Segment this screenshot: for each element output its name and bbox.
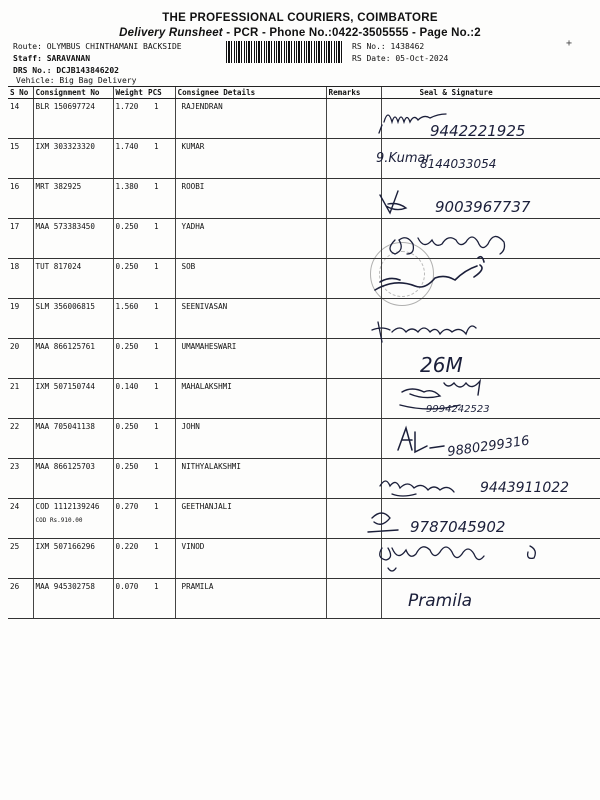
consignment-cell (33, 459, 113, 499)
pcs-cell (146, 299, 175, 339)
signature-cell (381, 179, 600, 219)
consignee-text: UMAMAHESWARI (181, 342, 237, 351)
remarks-cell (326, 179, 381, 219)
pcs-cell (146, 539, 175, 579)
pcs-cell (146, 579, 175, 619)
sno-cell (8, 99, 33, 139)
consignment-cell (33, 139, 113, 179)
signature-cell (381, 499, 600, 539)
pcs-text: 1 (154, 302, 159, 311)
consignment-cell (33, 379, 113, 419)
barcode (226, 41, 344, 63)
pcs-cell (146, 419, 175, 459)
phone-row-22: 9880299316 (446, 433, 531, 460)
weight-text: 0.250 (115, 462, 139, 471)
remarks-cell (326, 419, 381, 459)
remarks-cell (326, 219, 381, 259)
remarks-cell (326, 339, 381, 379)
col-seal-signature: Seal & Signature (381, 87, 600, 99)
sno-text: 20 (10, 342, 20, 351)
table-row (8, 99, 600, 139)
consignment-cell (33, 259, 113, 299)
pcs-text: 1 (154, 102, 159, 111)
col-pcs: PCS (146, 87, 175, 99)
consignee-text: SOB (181, 262, 196, 271)
table-row (8, 419, 600, 459)
consignee-text: GEETHANJALI (181, 502, 232, 511)
consignee-cell (175, 419, 326, 459)
signature-cell (381, 579, 600, 619)
table-header-row (8, 87, 600, 99)
consignee-text: MAHALAKSHMI (181, 382, 232, 391)
weight-cell (113, 419, 146, 459)
consignment-text: MAA 573383450 (35, 222, 95, 231)
weight-text: 1.380 (115, 182, 139, 191)
table-row (8, 339, 600, 379)
consignment-text: IXM 507150744 (35, 382, 95, 391)
pcs-cell (146, 499, 175, 539)
weight-cell (113, 339, 146, 379)
consignee-text: NITHYALAKSHMI (181, 462, 241, 471)
sno-cell (8, 179, 33, 219)
vehicle-text: Vehicle: Big Bag Delivery (16, 76, 137, 85)
consignee-cell (175, 179, 326, 219)
consignment-text: SLM 356006815 (35, 302, 95, 311)
weight-text: 0.220 (115, 542, 139, 551)
sno-text: 15 (10, 142, 20, 151)
pcs-text: 1 (154, 382, 159, 391)
sno-text: 16 (10, 182, 20, 191)
pcs-text: 1 (154, 182, 159, 191)
pcs-cell (146, 459, 175, 499)
sno-cell (8, 139, 33, 179)
weight-text: 0.140 (115, 382, 139, 391)
pcs-cell (146, 99, 175, 139)
consignee-text: JOHN (181, 422, 200, 431)
weight-text: 0.270 (115, 502, 139, 511)
sno-cell (8, 419, 33, 459)
sno-text: 22 (10, 422, 20, 431)
sno-text: 19 (10, 302, 20, 311)
table-row (8, 299, 600, 339)
pcs-text: 1 (154, 142, 159, 151)
rs-date-text: RS Date: 05-Oct-2024 (352, 54, 449, 63)
drs-text: DRS No.: DCJB143846202 (13, 66, 119, 75)
weight-text: 0.250 (115, 222, 139, 231)
consignee-cell (175, 379, 326, 419)
consignee-text: ROOBI (181, 182, 205, 191)
remarks-cell (326, 99, 381, 139)
consignment-cell (33, 179, 113, 219)
consignment-cell (33, 579, 113, 619)
phone-row-15-b: 8144033054 (420, 157, 497, 171)
consignment-cell (33, 499, 113, 539)
pcs-text: 1 (154, 582, 159, 591)
runsheet-label: Delivery Runsheet (119, 27, 223, 39)
weight-cell (113, 459, 146, 499)
phone-row-21: 9994242523 (426, 404, 490, 415)
table-row (8, 259, 600, 299)
pcs-text: 1 (154, 222, 159, 231)
sno-cell (8, 579, 33, 619)
weight-text: 0.070 (115, 582, 139, 591)
sno-text: 14 (10, 102, 20, 111)
table-row (8, 459, 600, 499)
consignee-cell (175, 539, 326, 579)
consignee-text: PRAMILA (181, 582, 214, 591)
sno-text: 18 (10, 262, 20, 271)
remarks-cell (326, 539, 381, 579)
col-remarks: Remarks (326, 87, 381, 99)
consignee-cell (175, 259, 326, 299)
signature-cell (381, 539, 600, 579)
sno-text: 26 (10, 582, 20, 591)
cod-amount: COD Rs.910.00 (35, 517, 83, 524)
consignment-text: MAA 705041138 (35, 422, 95, 431)
phone-row-16: 9003967737 (435, 198, 531, 216)
signature-row-26: Pramila (408, 591, 473, 611)
consignee-cell (175, 499, 326, 539)
table-body (8, 99, 600, 619)
pcs-text: 1 (154, 502, 159, 511)
consignment-text: MAA 866125703 (35, 462, 95, 471)
weight-cell (113, 499, 146, 539)
remarks-cell (326, 499, 381, 539)
remarks-cell (326, 379, 381, 419)
pcs-cell (146, 339, 175, 379)
consignment-cell (33, 219, 113, 259)
sno-cell (8, 459, 33, 499)
table-row (8, 499, 600, 539)
weight-cell (113, 379, 146, 419)
consignee-text: YADHA (181, 222, 205, 231)
remarks-cell (326, 139, 381, 179)
consignee-text: SEENIVASAN (181, 302, 228, 311)
consignment-text: COD 1112139246 (35, 502, 100, 511)
consignee-text: KUMAR (181, 142, 205, 151)
signature-cell (381, 339, 600, 379)
sno-text: 17 (10, 222, 20, 231)
weight-text: 1.720 (115, 102, 139, 111)
consignee-cell (175, 139, 326, 179)
company-title: THE PROFESSIONAL COURIERS, COIMBATORE (162, 12, 438, 24)
weight-text: 1.740 (115, 142, 139, 151)
weight-cell (113, 179, 146, 219)
consignment-cell (33, 419, 113, 459)
weight-cell (113, 99, 146, 139)
weight-text: 0.250 (115, 342, 139, 351)
pcs-cell (146, 259, 175, 299)
corner-mark: + (566, 38, 573, 49)
staff-text: Staff: SARAVANAN (13, 54, 91, 63)
sno-text: 21 (10, 382, 20, 391)
sno-cell (8, 259, 33, 299)
sno-text: 24 (10, 502, 20, 511)
phone-page-info: - PCR - Phone No.:0422-3505555 - Page No.:2 (222, 27, 481, 39)
consignee-cell (175, 459, 326, 499)
consignment-text: TUT 817024 (35, 262, 82, 271)
table-row (8, 579, 600, 619)
sno-cell (8, 299, 33, 339)
table-row (8, 179, 600, 219)
pcs-cell (146, 139, 175, 179)
pcs-cell (146, 379, 175, 419)
sno-cell (8, 379, 33, 419)
pcs-text: 1 (154, 422, 159, 431)
pcs-text: 1 (154, 542, 159, 551)
consignment-cell (33, 539, 113, 579)
consignee-cell (175, 99, 326, 139)
remarks-cell (326, 299, 381, 339)
col-weight: Weight (113, 87, 146, 99)
sno-cell (8, 219, 33, 259)
phone-row-15: 9442221925 (430, 122, 526, 140)
runsheet-table (8, 86, 600, 619)
pcs-text: 1 (154, 342, 159, 351)
weight-cell (113, 539, 146, 579)
consignee-cell (175, 339, 326, 379)
consignee-cell (175, 299, 326, 339)
consignment-text: BLR 150697724 (35, 102, 95, 111)
pcs-cell (146, 179, 175, 219)
col-consignment: Consignment No (33, 87, 113, 99)
consignment-cell (33, 299, 113, 339)
weight-cell (113, 299, 146, 339)
sno-cell (8, 539, 33, 579)
courier-seal-stamp (370, 242, 434, 306)
remarks-cell (326, 579, 381, 619)
weight-text: 0.250 (115, 262, 139, 271)
weight-text: 1.560 (115, 302, 139, 311)
col-consignee: Consignee Details (175, 87, 326, 99)
consignment-text: IXM 507166296 (35, 542, 95, 551)
route-text: Route: OLYMBUS CHINTHAMANI BACKSIDE (13, 42, 182, 51)
consignee-text: RAJENDRAN (181, 102, 223, 111)
consignment-text: MAA 866125761 (35, 342, 95, 351)
signature-cell (381, 139, 600, 179)
consignee-text: VINOD (181, 542, 205, 551)
remarks-cell (326, 459, 381, 499)
weight-cell (113, 579, 146, 619)
rs-no-text: RS No.: 1438462 (352, 42, 425, 51)
table-row (8, 379, 600, 419)
weight-cell (113, 139, 146, 179)
consignment-text: IXM 303323320 (35, 142, 95, 151)
weight-text: 0.250 (115, 422, 139, 431)
weight-cell (113, 219, 146, 259)
consignment-text: MRT 382925 (35, 182, 82, 191)
pcs-text: 1 (154, 262, 159, 271)
signature-row-20: 26M (420, 353, 463, 377)
table-row (8, 139, 600, 179)
signature-row-15: 9.Kumar (376, 151, 431, 166)
pcs-cell (146, 219, 175, 259)
pcs-text: 1 (154, 462, 159, 471)
sno-text: 23 (10, 462, 20, 471)
phone-row-23: 9443911022 (480, 480, 570, 496)
signature-cell (381, 379, 600, 419)
signature-cell (381, 99, 600, 139)
signature-cell (381, 459, 600, 499)
table-row (8, 219, 600, 259)
weight-cell (113, 259, 146, 299)
runsheet-subtitle (0, 27, 600, 39)
consignment-text: MAA 945302758 (35, 582, 95, 591)
signature-cell (381, 299, 600, 339)
sno-cell (8, 499, 33, 539)
consignee-cell (175, 579, 326, 619)
table-row (8, 539, 600, 579)
consignment-cell (33, 339, 113, 379)
phone-row-24: 9787045902 (410, 518, 506, 536)
sno-cell (8, 339, 33, 379)
consignee-cell (175, 219, 326, 259)
consignment-cell (33, 99, 113, 139)
signature-cell (381, 419, 600, 459)
sno-text: 25 (10, 542, 20, 551)
col-sno: S No (8, 87, 33, 99)
